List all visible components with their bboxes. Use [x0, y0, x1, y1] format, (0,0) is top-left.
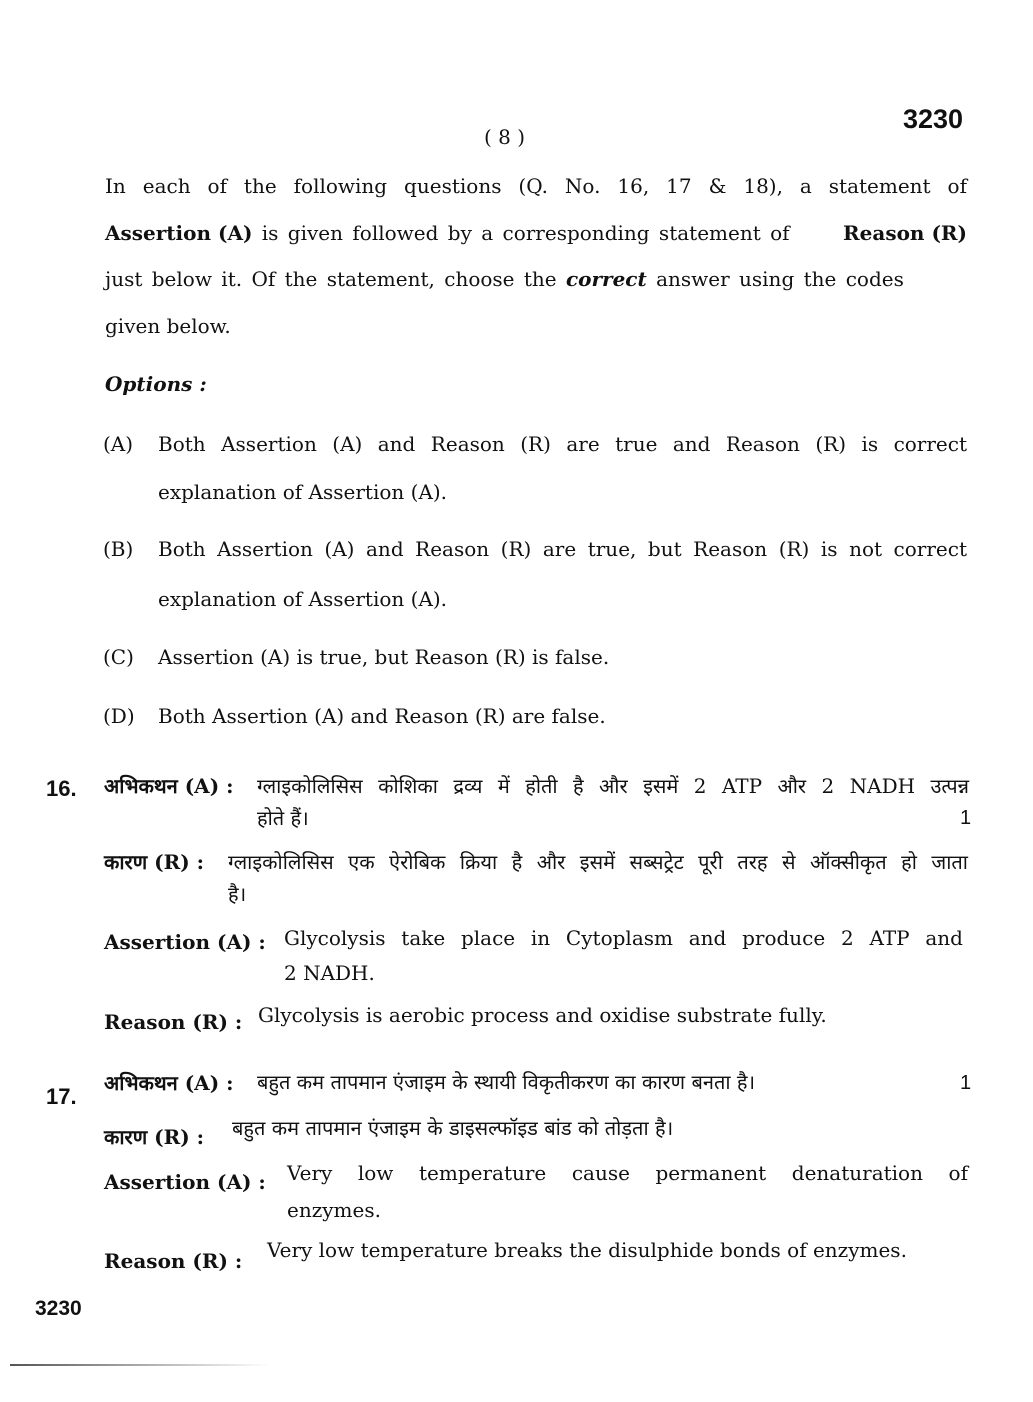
option-text: Both Assertion (A) and Reason (R) are true and Reason (R) is correct	[158, 432, 967, 456]
hi-reason-text: है।	[228, 882, 247, 906]
hi-reason-label: कारण (R) :	[104, 850, 205, 874]
hi-assertion-text: बहुत कम तापमान एंजाइम के स्थायी विकृतीकरण का कारण बनता है।	[257, 1070, 756, 1094]
paper-code: 3230	[903, 104, 964, 134]
en-reason-label: Reason (R) :	[104, 1010, 243, 1034]
options-heading: Options :	[105, 372, 207, 396]
en-reason-text: Very low temperature breaks the disulphide bonds of enzymes.	[267, 1238, 907, 1262]
page-number: ( 8 )	[484, 125, 526, 149]
option-label: (B)	[103, 537, 134, 561]
scan-artifact-line	[10, 1364, 270, 1366]
hi-assertion-text: ग्लाइकोलिसिस कोशिका द्रव्य में होती है और इसमें 2 ATP और 2 NADH उत्पन्न	[257, 774, 969, 798]
en-reason-label: Reason (R) :	[104, 1249, 243, 1273]
hi-assertion-label: अभिकथन (A) :	[104, 774, 234, 798]
option-text: explanation of Assertion (A).	[158, 587, 448, 611]
en-assertion-text: enzymes.	[287, 1198, 381, 1222]
option-label: (D)	[103, 704, 135, 728]
intro-text: answer using the codes	[646, 267, 904, 291]
intro-line	[105, 267, 904, 291]
marks: 1	[960, 807, 972, 829]
option-text: Assertion (A) is true, but Reason (R) is false.	[158, 645, 610, 669]
en-assertion-label: Assertion (A) :	[104, 930, 266, 954]
correct-term: correct	[565, 267, 647, 291]
option-text: Both Assertion (A) and Reason (R) are false.	[158, 704, 606, 728]
en-assertion-text: 2 NADH.	[284, 961, 375, 985]
hi-reason-label: कारण (R) :	[104, 1125, 205, 1149]
en-reason-text: Glycolysis is aerobic process and oxidise substrate fully.	[258, 1003, 827, 1027]
question-number: 16.	[46, 776, 77, 801]
intro-line	[105, 221, 967, 245]
hi-reason-text: ग्लाइकोलिसिस एक ऐरोबिक क्रिया है और इसमें सब्सट्रेट पूरी तरह से ऑक्सीकृत हो जाता	[228, 850, 968, 874]
intro-line: given below.	[105, 314, 231, 338]
en-assertion-text: Very low temperature cause permanent denaturation of	[287, 1161, 968, 1185]
intro-text: is given followed by a corresponding statement of	[252, 221, 799, 245]
assertion-term: Assertion (A)	[105, 221, 253, 245]
question-number: 17.	[46, 1084, 77, 1109]
intro-text: just below it. Of the statement, choose the	[105, 267, 566, 291]
option-label: (A)	[103, 432, 134, 456]
marks: 1	[960, 1072, 972, 1094]
footer-code: 3230	[35, 1297, 82, 1320]
option-text: explanation of Assertion (A).	[158, 480, 448, 504]
option-text: Both Assertion (A) and Reason (R) are true, but Reason (R) is not correct	[158, 537, 967, 561]
option-label: (C)	[103, 645, 134, 669]
reason-term: Reason (R)	[843, 221, 967, 245]
intro-line: In each of the following questions (Q. No. 16, 17 & 18), a statement of	[105, 174, 967, 198]
hi-assertion-text: होते हैं।	[257, 806, 309, 830]
hi-reason-text: बहुत कम तापमान एंजाइम के डाइसल्फॉइड बांड को तोड़ता है।	[232, 1116, 674, 1140]
en-assertion-text: Glycolysis take place in Cytoplasm and produce 2 ATP and	[284, 926, 963, 950]
en-assertion-label: Assertion (A) :	[104, 1170, 266, 1194]
hi-assertion-label: अभिकथन (A) :	[104, 1071, 234, 1095]
